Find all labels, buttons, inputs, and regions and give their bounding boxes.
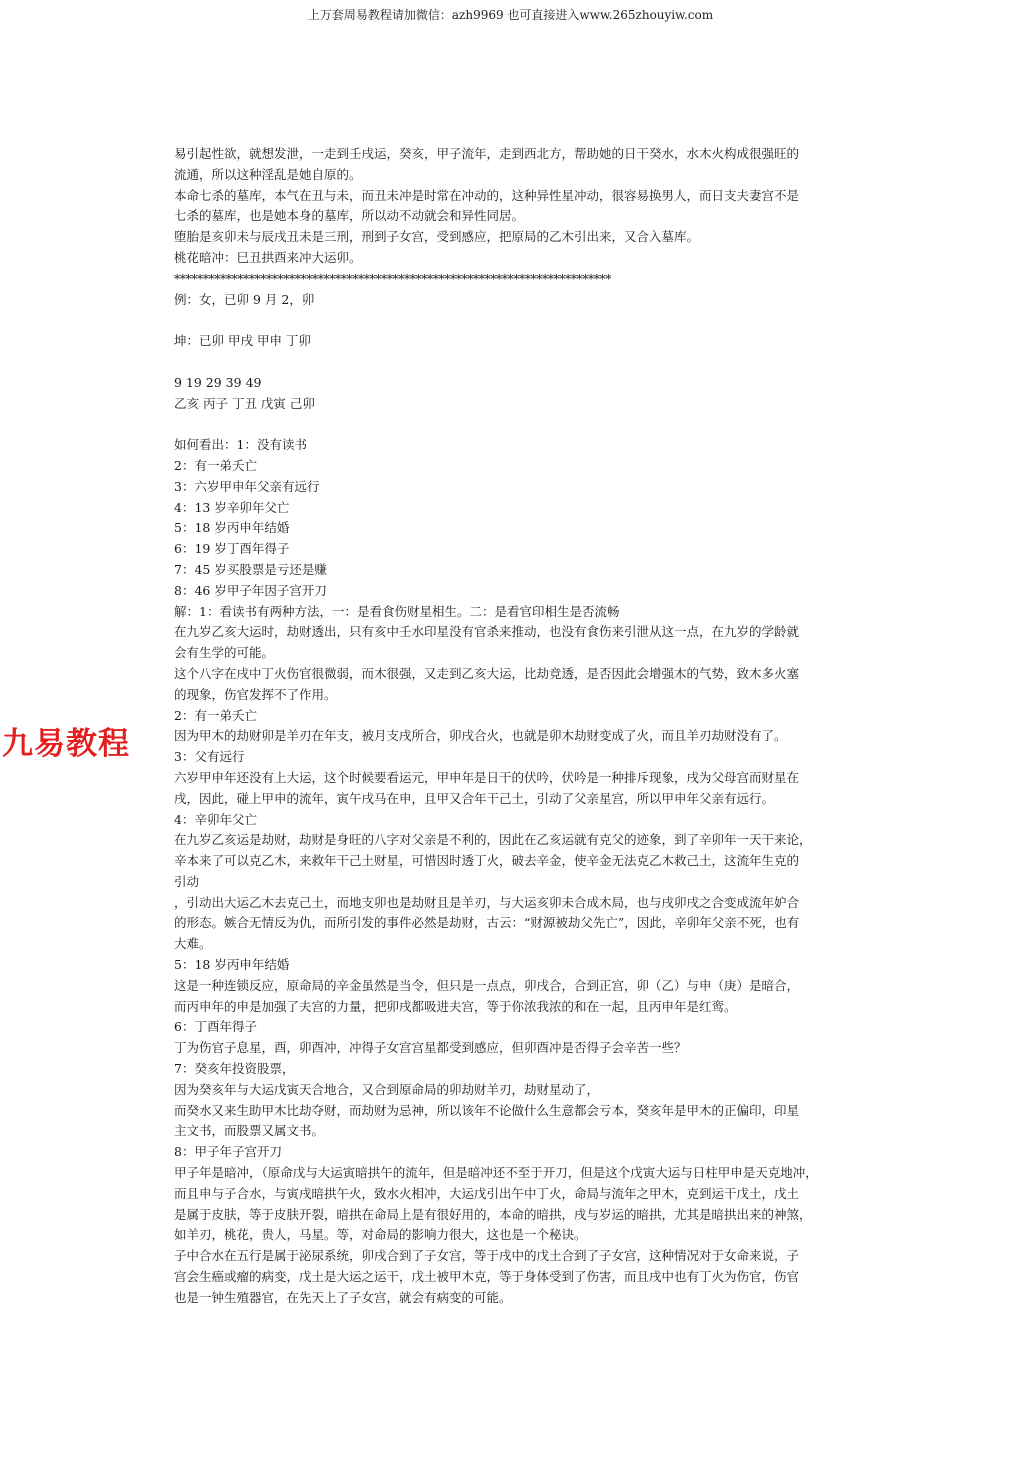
text-line: 而且申与子合水，与寅戌暗拱午火，致水火相冲，大运戊引出午中丁火，命局与流年之甲木，克到运干戊土，戊土 bbox=[174, 1185, 800, 1201]
text-line: 4：13 岁辛卯年父亡 bbox=[174, 499, 290, 515]
text-line: 本命七杀的墓库，本气在丑与未，而丑未冲是时常在冲动的，这种异性星冲动，很容易换男人，而日支夫妻宫不是 bbox=[174, 187, 800, 203]
text-line: 5：18 岁丙申年结婚 bbox=[174, 957, 290, 973]
text-line: 在九岁乙亥运是劫财，劫财是身旺的八字对父亲是不利的，因此在乙亥运就有克父的迹象，到了辛卯年一天干来论， bbox=[174, 832, 812, 848]
text-line: 大难。 bbox=[174, 936, 212, 952]
text-line: 是属于皮肤，等于皮肤开裂，暗拱在命局上是有很好用的，本命的暗拱，戌与岁运的暗拱，尤其是暗拱出来的神煞， bbox=[174, 1206, 812, 1222]
text-line: 2：有一弟夭亡 bbox=[174, 457, 257, 473]
separator-line: **************************************************************************** bbox=[174, 270, 611, 286]
text-line: 七杀的墓库，也是她本身的墓库，所以动不动就会和异性同居。 bbox=[174, 208, 525, 224]
text-line: 也是一钟生殖器官，在先天上了子女宫，就会有病变的可能。 bbox=[174, 1289, 512, 1305]
text-line: 辛本来了可以克乙木，来救年干己土财星，可惜因时透丁火，破去辛金，使辛金无法克乙木救己土，这流年生克的 bbox=[174, 853, 800, 869]
text-line: 8：甲子年子宫开刀 bbox=[174, 1144, 282, 1160]
text-line: 6：19 岁丁酉年得子 bbox=[174, 541, 290, 557]
text-line: 8：46 岁甲子年因子宫开刀 bbox=[174, 582, 327, 598]
blank-line bbox=[174, 352, 880, 373]
text-line: 例：女，已卯 9 月 2，卯 bbox=[174, 291, 315, 307]
document-body bbox=[174, 144, 880, 1309]
text-line: 因为癸亥年与大运戊寅天合地合，又合到原命局的卯劫财羊刃，劫财星动了， bbox=[174, 1081, 600, 1097]
text-line: 乙亥 丙子 丁丑 戊寅 己卯 bbox=[174, 395, 315, 411]
text-line: 宫会生癌或瘤的病变，戊土是大运之运干，戊土被甲木克，等于身体受到了伤害，而且戌中也有丁火为伤官，伤官 bbox=[174, 1269, 800, 1285]
text-line: 桃花暗冲：巳丑拱酉来冲大运卯。 bbox=[174, 249, 362, 265]
text-line: 子中合水在五行是属于泌尿系统，卯戌合到了子女宫，等于戌中的戊土合到了子女宫，这种情况对于女命来说，子 bbox=[174, 1248, 800, 1264]
text-line: 4：辛卯年父亡 bbox=[174, 811, 257, 827]
text-line: 会有生学的可能。 bbox=[174, 645, 275, 661]
page-header: 上万套周易教程请加微信：azh9969 也可直接进入www.265zhouyiw.com bbox=[307, 8, 714, 22]
text-line: 而丙申年的申是加强了夫宫的力量，把卯戌都吸进夫宫，等于你浓我浓的和在一起，且丙申年是红鸾。 bbox=[174, 998, 737, 1014]
text-line: 7：45 岁买股票是亏还是赚 bbox=[174, 561, 327, 577]
text-line: 在九岁乙亥大运时，劫财透出，只有亥中壬水印星没有官杀来推动，也没有食伤来引泄从这一点，在九岁的学龄就 bbox=[174, 624, 800, 640]
text-line: 丁为伤官子息星，酉，卯酉冲，冲得子女宫宫星都受到感应，但卯酉冲是否得子会辛苦一些？ bbox=[174, 1040, 687, 1056]
text-line: 而癸水又来生助甲木比劫夺财，而劫财为忌神，所以该年不论做什么生意都会亏本，癸亥年是甲木的正偏印，印星 bbox=[174, 1102, 800, 1118]
text-line: 因为甲木的劫财卯是羊刃在年支，被月支戌所合，卯戌合火，也就是卯木劫财变成了火，而且羊刃劫财没有了。 bbox=[174, 728, 787, 744]
text-line: 流通，所以这种淫乱是她自原的。 bbox=[174, 166, 362, 182]
text-line: 2：有一弟夭亡 bbox=[174, 707, 257, 723]
text-line: 3：父有远行 bbox=[174, 749, 245, 765]
text-line: 甲子年是暗冲，（原命戊与大运寅暗拱午的流年，但是暗冲还不至于开刀，但是这个戊寅大运与日柱甲申是天克地冲， bbox=[174, 1165, 818, 1181]
text-line: 六岁甲申年还没有上大运，这个时候要看运元，甲申年是日干的伏吟，伏吟是一种排斥现象，戌为父母宫而财星在 bbox=[174, 769, 800, 785]
text-line: 6：丁酉年得子 bbox=[174, 1019, 257, 1035]
text-line: 这个八字在戌中丁火伤官很微弱，而木很强，又走到乙亥大运，比劫竞透，是否因此会增强木的气势，致木多火塞 bbox=[174, 665, 800, 681]
watermark-logo: 九易教程 bbox=[2, 726, 130, 762]
text-line: 的现象，伤官发挥不了作用。 bbox=[174, 686, 337, 702]
text-line: 引动 bbox=[174, 873, 200, 889]
text-line: 7：癸亥年投资股票， bbox=[174, 1061, 295, 1077]
text-line: 5：18 岁丙申年结婚 bbox=[174, 520, 290, 536]
text-line: 戌，因此，碰上甲申的流年，寅午戌马在申，且甲又合年干己土，引动了父亲星宫，所以甲申年父亲有远行。 bbox=[174, 790, 775, 806]
text-line: 9 19 29 39 49 bbox=[174, 374, 262, 390]
text-line: 如羊刃，桃花，贵人，马星。等，对命局的影响力很大，这也是一个秘诀。 bbox=[174, 1227, 587, 1243]
text-line: ，引动出大运乙木去克己土，而地支卯也是劫财且是羊刃，与大运亥卯未合成木局，也与戌卯戌之合变成流年妒合 bbox=[174, 894, 800, 910]
text-line: 易引起性欲，就想发泄，一走到壬戌运，癸亥，甲子流年，走到西北方，帮助她的日干癸水，水木火构成很强旺的 bbox=[174, 146, 800, 161]
text-line: 如何看出：1：没有读书 bbox=[174, 437, 307, 453]
blank-line bbox=[174, 414, 880, 435]
text-line: 的形态。嫉合无情反为仇，而所引发的事件必然是劫财，古云：“财源被劫父先亡”，因此，辛卯年父亲不死，也有 bbox=[174, 915, 800, 931]
text-line: 解：1：看读书有两种方法，一：是看食伤财星相生。二：是看官印相生是否流畅 bbox=[174, 603, 620, 619]
text-line: 主文书，而股票又属文书。 bbox=[174, 1123, 325, 1139]
text-line: 这是一种连锁反应，原命局的辛金虽然是当令，但只是一点点，卯戌合，合到正宫，卯（乙）与申（庚）是暗合， bbox=[174, 977, 800, 993]
blank-line bbox=[174, 310, 880, 331]
text-line: 3：六岁甲申年父亲有远行 bbox=[174, 478, 320, 494]
text-line: 堕胎是亥卯未与辰戌丑未是三刑，刑到子女宫，受到感应，把原局的乙木引出来，又合入墓库。 bbox=[174, 229, 700, 245]
text-line: 坤：已卯 甲戌 甲申 丁卯 bbox=[174, 333, 311, 349]
